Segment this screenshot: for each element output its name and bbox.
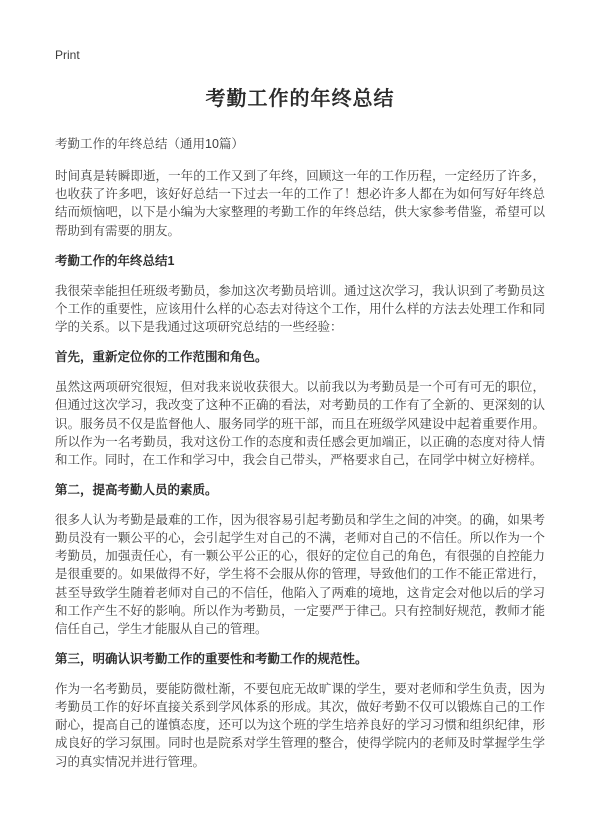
section-heading-second: 第二，提高考勤人员的素质。 <box>55 482 218 497</box>
paragraph-intro: 时间真是转瞬即逝，一年的工作又到了年终，回顾这一年的工作历程，一定经历了许多，也收获了许多吧，该好好总结一下过去一年的工作了！想必许多人都在为如何写好年终总结而烦恼吧，以下是小编为大家整理的考勤工作的年终总结，供大家参考借鉴，希望可以帮助到有需要的朋友。 <box>55 169 545 238</box>
section-heading-1: 考勤工作的年终总结1 <box>55 253 175 268</box>
paragraph-importance-standards: 作为一名考勤员，要能防微杜渐，不要包庇无故旷课的学生，要对老师和学生负责，因为考勤员工作的好坏直接关系到学风体系的形成。其次，做好考勤不仅可以锻炼自己的工作耐心，提高自己的谨慎态度，还可以为这个班的学生培养良好的学习习惯和组织纪律，形成良好的学习氛围。同时也是院系对学生管理的整合，使得学院内的老师及时掌握学生学习的真实情况并进行管理。 <box>55 682 545 769</box>
paragraph-quality-improvement: 很多人认为考勤是最难的工作，因为很容易引起考勤员和学生之间的冲突。的确，如果考勤员没有一颗公平的心，会引起学生对自己的不满，老师对自己的不信任。所以作为一个考勤员，加强责任心，有一颗公平公正的心，很好的定位自己的角色，有很强的自控能力是很重要的。如果做得不好，学生将不会服从你的管理，导致他们的工作不能正常进行，甚至导致学生随着老师对自己的不信任，他陷入了两难的境地，这肯定会对他以后的学习和工作产生不好的影响。所以作为考勤员，一定要严于律己。只有控制好规范，教师才能信任自己，学生才能服从自己的管理。 <box>55 513 545 636</box>
section-heading-first: 首先，重新定位你的工作范围和角色。 <box>55 350 268 365</box>
print-button[interactable]: Print <box>55 48 80 62</box>
paragraph-experience-intro: 我很荣幸能担任班级考勤员，参加这次考勤员培训。通过这次学习，我认识到了考勤员这个工作的重要性，应该用什么样的心态去对待这个工作，用什么样的方法去处理工作和同学的关系。以下是我通过这项研究总结的一些经验： <box>55 283 545 334</box>
paragraph-role-repositioning: 虽然这两项研究很短，但对我来说收获很大。以前我以为考勤员是一个可有可无的职位，但通过这次学习，我改变了这种不正确的看法，对考勤员的工作有了全新的、更深刻的认识。服务员不仅是监督他人、服务同学的班干部，而且在班级学风建设中起着重要作用。所以作为一名考勤员，我对这份工作的态度和责任感会更加端正，以正确的态度对待人情和工作。同时，在工作和学习中，我会自己带头，严格要求自己，在同学中树立好榜样。 <box>55 380 545 467</box>
document-subtitle: 考勤工作的年终总结（通用10篇） <box>55 137 244 151</box>
section-heading-third: 第三，明确认识考勤工作的重要性和考勤工作的规范性。 <box>55 651 368 666</box>
page-title: 考勤工作的年终总结 <box>205 88 395 110</box>
